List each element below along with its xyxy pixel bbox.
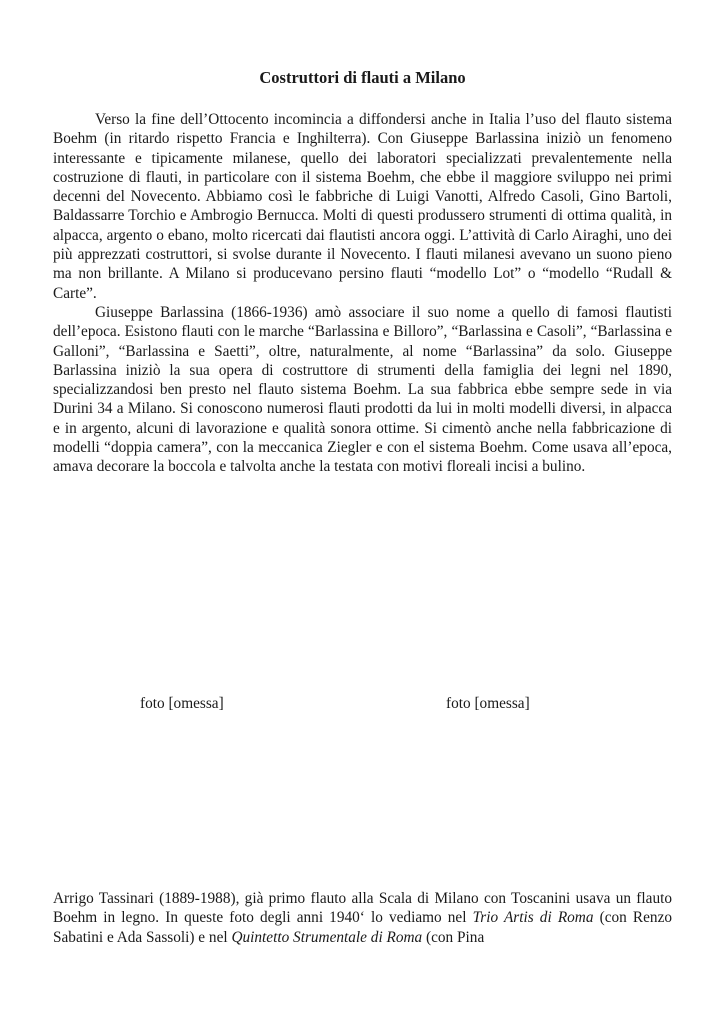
caption-paragraph — [53, 889, 672, 947]
caption-text: (con Renzo Sabatini e Ada Sassoli) e nel — [53, 909, 673, 946]
paragraph: Giuseppe Barlassina (1866-1936) amò associare il suo nome a quello di famosi flautisti dell’epoca. Esistono flauti con le marche “Barlassina e Billoro”, “Barlassina e Casoli”, “Barlassina e Galloni”, “Barlassina e Saetti”, oltre, naturalmente, al nome “Barlassina” da solo. Giuseppe Barlassina iniziò la sua opera di costruttore di strumenti della famiglia dei legni nel 1890, specializzandosi ben presto nel flauto sistema Boehm. La sua fabbrica ebbe sempre sede in via Durini 34 a Milano. Si conoscono numerosi flauti prodotti da lui in molti modelli diversi, in alpacca e in argento, alcuni di lavorazione e qualità sonora ottime. Si cimentò anche nella fabbricazione di modelli “doppia camera”, con la meccanica Ziegler e con el sistema Boehm. Come usava all’epoca, amava decorare la boccola e talvolta anche la testata con motivi floreali incisi a bulino. — [53, 303, 672, 476]
page-title: Costruttori di flauti a Milano — [259, 68, 466, 87]
paragraph: Verso la fine dell’Ottocento incomincia a diffondersi anche in Italia l’uso del flauto sistema Boehm (in ritardo rispetto Francia e Inghilterra). Con Giuseppe Barlassina iniziò un fenomeno interessante e tipicamente milanese, quello dei laboratori specializzati prevalentemente nella costruzione di flauti, in particolare con il sistema Boehm, che ebbe il maggiore sviluppo nei primi decenni del Novecento. Abbiamo così le fabbriche di Luigi Vanotti, Alfredo Casoli, Gino Bartoli, Baldassarre Torchio e Ambrogio Bernucca. Molti di questi produssero strumenti di ottima qualità, in alpacca, argento o ebano, molto ricercati dai flautisti ancora oggi. L’attività di Carlo Airaghi, uno dei più apprezzati costruttori, si svolse durante il Novecento. I flauti milanesi avevano un suono pieno ma non brillante. A Milano si producevano persino flauti “modello Lot” o “modello “Rudall & Carte”. — [53, 111, 672, 302]
caption-italic-trio: Trio Artis di Roma — [472, 909, 594, 927]
caption-text: (con Pina — [422, 928, 485, 946]
photo-placeholder-left: foto [omessa] — [140, 695, 224, 712]
body-text — [53, 110, 672, 477]
caption-text: Arrigo Tassinari (1889-1988), già primo flauto alla Scala di Milano con Toscanini usava un flauto Boehm in legno. In queste foto degli anni 1940‘ lo vediamo nel — [53, 890, 672, 927]
photo-placeholder-right: foto [omessa] — [446, 695, 530, 712]
caption-italic-quintetto: Quintetto Strumentale di Roma — [231, 928, 423, 946]
photo-caption — [53, 889, 672, 947]
